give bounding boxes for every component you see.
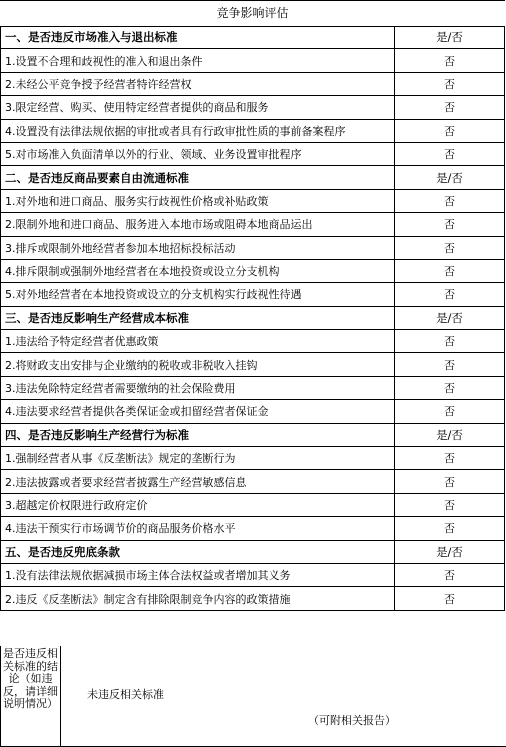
criterion-row [1,259,505,282]
conclusion-note: （可附相关报告） [308,714,396,727]
criterion-text: 1.强制经营者从事《反垄断法》规定的垄断行为 [1,447,395,470]
yes-no-header: 是/否 [395,26,505,49]
section-header-row [1,540,505,563]
criterion-answer: 否 [395,330,505,353]
criterion-row [1,236,505,259]
section-heading: 四、是否违反影响生产经营行为标准 [1,423,395,446]
criterion-row [1,330,505,353]
section-heading: 五、是否违反兜底条款 [1,540,395,563]
yes-no-header: 是/否 [395,166,505,189]
criterion-row [1,447,505,470]
yes-no-header: 是/否 [395,540,505,563]
criterion-answer: 否 [395,376,505,399]
criterion-text: 1.设置不合理和歧视性的准入和退出条件 [1,49,395,72]
criterion-answer: 否 [395,119,505,142]
criterion-text: 4.违法要求经营者提供各类保证金或扣留经营者保证金 [1,400,395,423]
criterion-answer: 否 [395,400,505,423]
section-heading: 二、是否违反商品要素自由流通标准 [1,166,395,189]
criterion-answer: 否 [395,447,505,470]
conclusion-value: 未违反相关标准 [87,688,164,701]
criterion-row [1,119,505,142]
criterion-row [1,72,505,95]
criterion-text: 5.对外地经营者在本地投资或设立的分支机构实行歧视性待遇 [1,283,395,306]
section-header-row [1,166,505,189]
criterion-answer: 否 [395,189,505,212]
criterion-text: 3.限定经营、购买、使用特定经营者提供的商品和服务 [1,96,395,119]
criterion-text: 4.排斥限制或强制外地经营者在本地投资或设立分支机构 [1,259,395,282]
criterion-answer: 否 [395,493,505,516]
criterion-text: 2.限制外地和进口商品、服务进入本地市场或阻碍本地商品运出 [1,213,395,236]
criterion-answer: 否 [395,470,505,493]
conclusion-row [0,646,506,747]
form-title: 竞争影响评估 [0,0,505,27]
criterion-row [1,493,505,516]
criterion-text: 1.违法给予特定经营者优惠政策 [1,330,395,353]
conclusion-label: 是否违反相关标准的结论（如违反，请详细说明情况） [1,646,61,746]
criterion-text: 2.将财政支出安排与企业缴纳的税收或非税收入挂钩 [1,353,395,376]
criterion-row [1,587,505,610]
section-header-row [1,423,505,446]
criterion-answer: 否 [395,96,505,119]
criterion-row [1,517,505,540]
criterion-answer: 否 [395,213,505,236]
criterion-row [1,353,505,376]
criterion-text: 2.未经公平竞争授予经营者特许经营权 [1,72,395,95]
criterion-text: 3.排斥或限制外地经营者参加本地招标投标活动 [1,236,395,259]
criterion-row [1,563,505,586]
criterion-text: 5.对市场准入负面清单以外的行业、领域、业务设置审批程序 [1,142,395,165]
criterion-text: 2.违法披露或者要求经营者披露生产经营敏感信息 [1,470,395,493]
criterion-text: 1.没有法律法规依据减损市场主体合法权益或者增加其义务 [1,563,395,586]
criterion-text: 2.违反《反垄断法》制定含有排除限制竞争内容的政策措施 [1,587,395,610]
yes-no-header: 是/否 [395,423,505,446]
section-heading: 一、是否违反市场准入与退出标准 [1,26,395,49]
criterion-text: 3.违法免除特定经营者需要缴纳的社会保险费用 [1,376,395,399]
section-header-row [1,306,505,329]
criterion-answer: 否 [395,563,505,586]
criterion-row [1,400,505,423]
criterion-row [1,96,505,119]
criterion-row [1,376,505,399]
criterion-row [1,213,505,236]
section-heading: 三、是否违反影响生产经营成本标准 [1,306,395,329]
criterion-answer: 否 [395,49,505,72]
criterion-row [1,49,505,72]
criterion-answer: 否 [395,236,505,259]
criterion-answer: 否 [395,517,505,540]
criterion-text: 4.违法干预实行市场调节价的商品服务价格水平 [1,517,395,540]
criterion-text: 1.对外地和进口商品、服务实行歧视性价格或补贴政策 [1,189,395,212]
criterion-text: 4.设置没有法律法规依据的审批或者具有行政审批性质的事前备案程序 [1,119,395,142]
criterion-answer: 否 [395,72,505,95]
criterion-row [1,189,505,212]
criterion-answer: 否 [395,142,505,165]
criterion-answer: 否 [395,283,505,306]
assessment-table [0,26,505,611]
criterion-answer: 否 [395,259,505,282]
criterion-row [1,142,505,165]
yes-no-header: 是/否 [395,306,505,329]
criterion-answer: 否 [395,587,505,610]
criterion-answer: 否 [395,353,505,376]
criterion-row [1,470,505,493]
criterion-text: 3.超越定价权限进行政府定价 [1,493,395,516]
criterion-row [1,283,505,306]
section-header-row [1,26,505,49]
